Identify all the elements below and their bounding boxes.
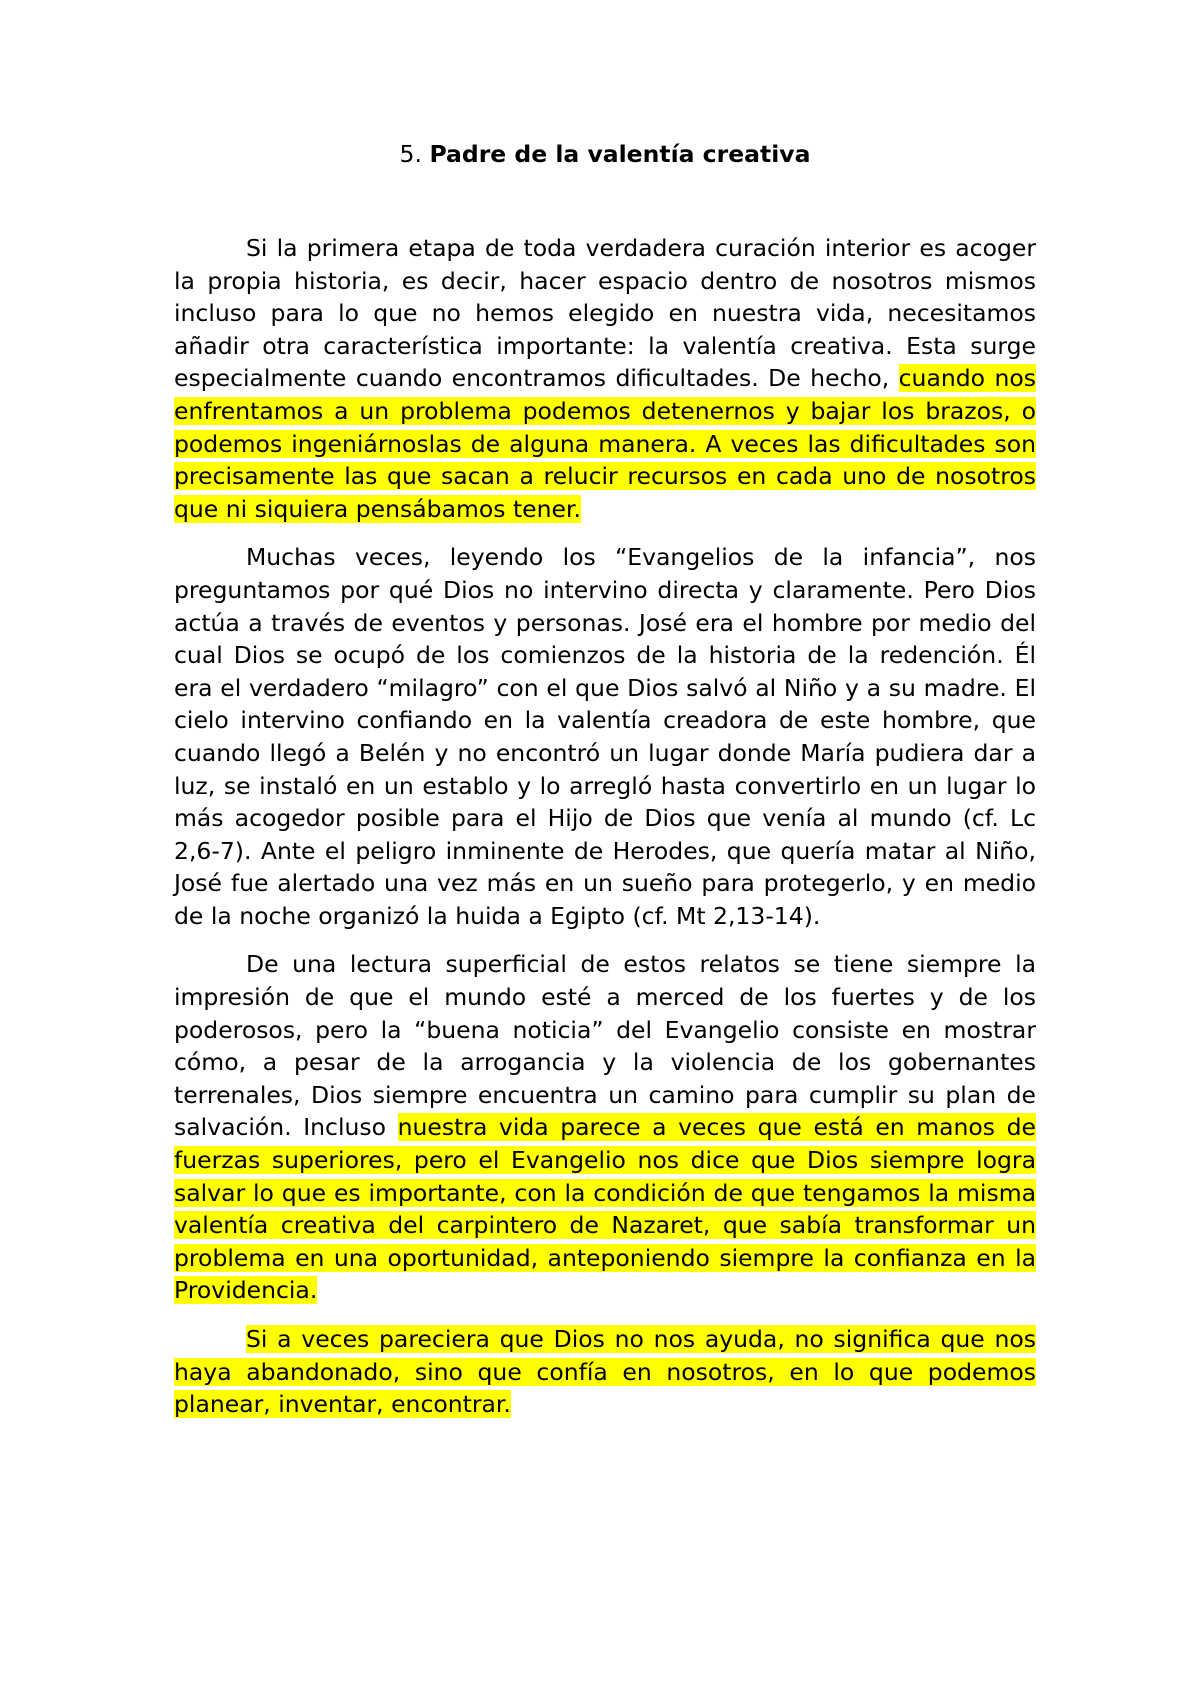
section-title-text: Padre de la valentía creativa	[429, 140, 811, 168]
document-body	[174, 138, 1036, 1437]
paragraph-2	[174, 541, 1036, 932]
paragraph-1-highlight: cuando nos enfrentamos a un problema podemos detenernos y bajar los brazos, o podemos ingeniárnoslas de alguna manera. A veces las dificultades son precisamente las que sacan a relucir recursos en cada uno de nosotros que ni siquiera pensábamos tener.	[174, 364, 1037, 523]
paragraph-3-text: De una lectura superficial de estos relatos se tiene siempre la impresión de que el mundo esté a merced de los fuertes y de los poderosos, pero la “buena noticia” del Evangelio consiste en mostrar cómo, a pesar de la arrogancia y la violencia de los gobernantes terrenales, Dios siempre encuentra un camino para cumplir su plan de salvación. Incluso	[174, 950, 1036, 1142]
paragraph-1	[174, 232, 1036, 525]
paragraph-3-highlight: nuestra vida parece a veces que está en manos de fuerzas superiores, pero el Evangelio nos dice que Dios siempre logra salvar lo que es importante, con la condición de que tengamos la misma valentía creativa del carpintero de Nazaret, que sabía transformar un problema en una oportunidad, anteponiendo siempre la confianza en la Providencia.	[174, 1113, 1036, 1305]
paragraph-2-text: Muchas veces, leyendo los “Evangelios de la infancia”, nos preguntamos por qué Dios no intervino directa y claramente. Pero Dios actúa a través de eventos y personas. José era el hombre por medio del cual Dios se ocupó de los comienzos de la historia de la redención. Él era el verdadero “milagro” con el que Dios salvó al Niño y a su madre. El cielo intervino confiando en la valentía creadora de este hombre, que cuando llegó a Belén y no encontró un lugar donde María pudiera dar a luz, se instaló en un establo y lo arregló hasta convertirlo en un lugar lo más acogedor posible para el Hijo de Dios que venía al mundo (cf. Lc 2,6-7). Ante el peligro inminente de Herodes, que quería matar al Niño, José fue alertado una vez más en un sueño para protegerlo, y en medio de la noche organizó la huida a Egipto (cf. Mt 2,13-14).	[174, 543, 1036, 930]
paragraph-1-text: Si la primera etapa de toda verdadera curación interior es acoger la propia historia, es decir, hacer espacio dentro de nosotros mismos incluso para lo que no hemos elegido en nuestra vida, necesitamos añadir otra característica importante: la valentía creativa. Esta surge especialmente cuando encontramos dificultades. De hecho,	[174, 234, 1036, 393]
section-title	[174, 138, 1036, 170]
paragraph-4-highlight: Si a veces pareciera que Dios no nos ayuda, no significa que nos haya abandonado, sino que confía en nosotros, en lo que podemos planear, inventar, encontrar.	[174, 1325, 1036, 1419]
section-number: 5.	[399, 140, 422, 168]
paragraph-3	[174, 948, 1036, 1307]
paragraph-4	[174, 1323, 1036, 1421]
